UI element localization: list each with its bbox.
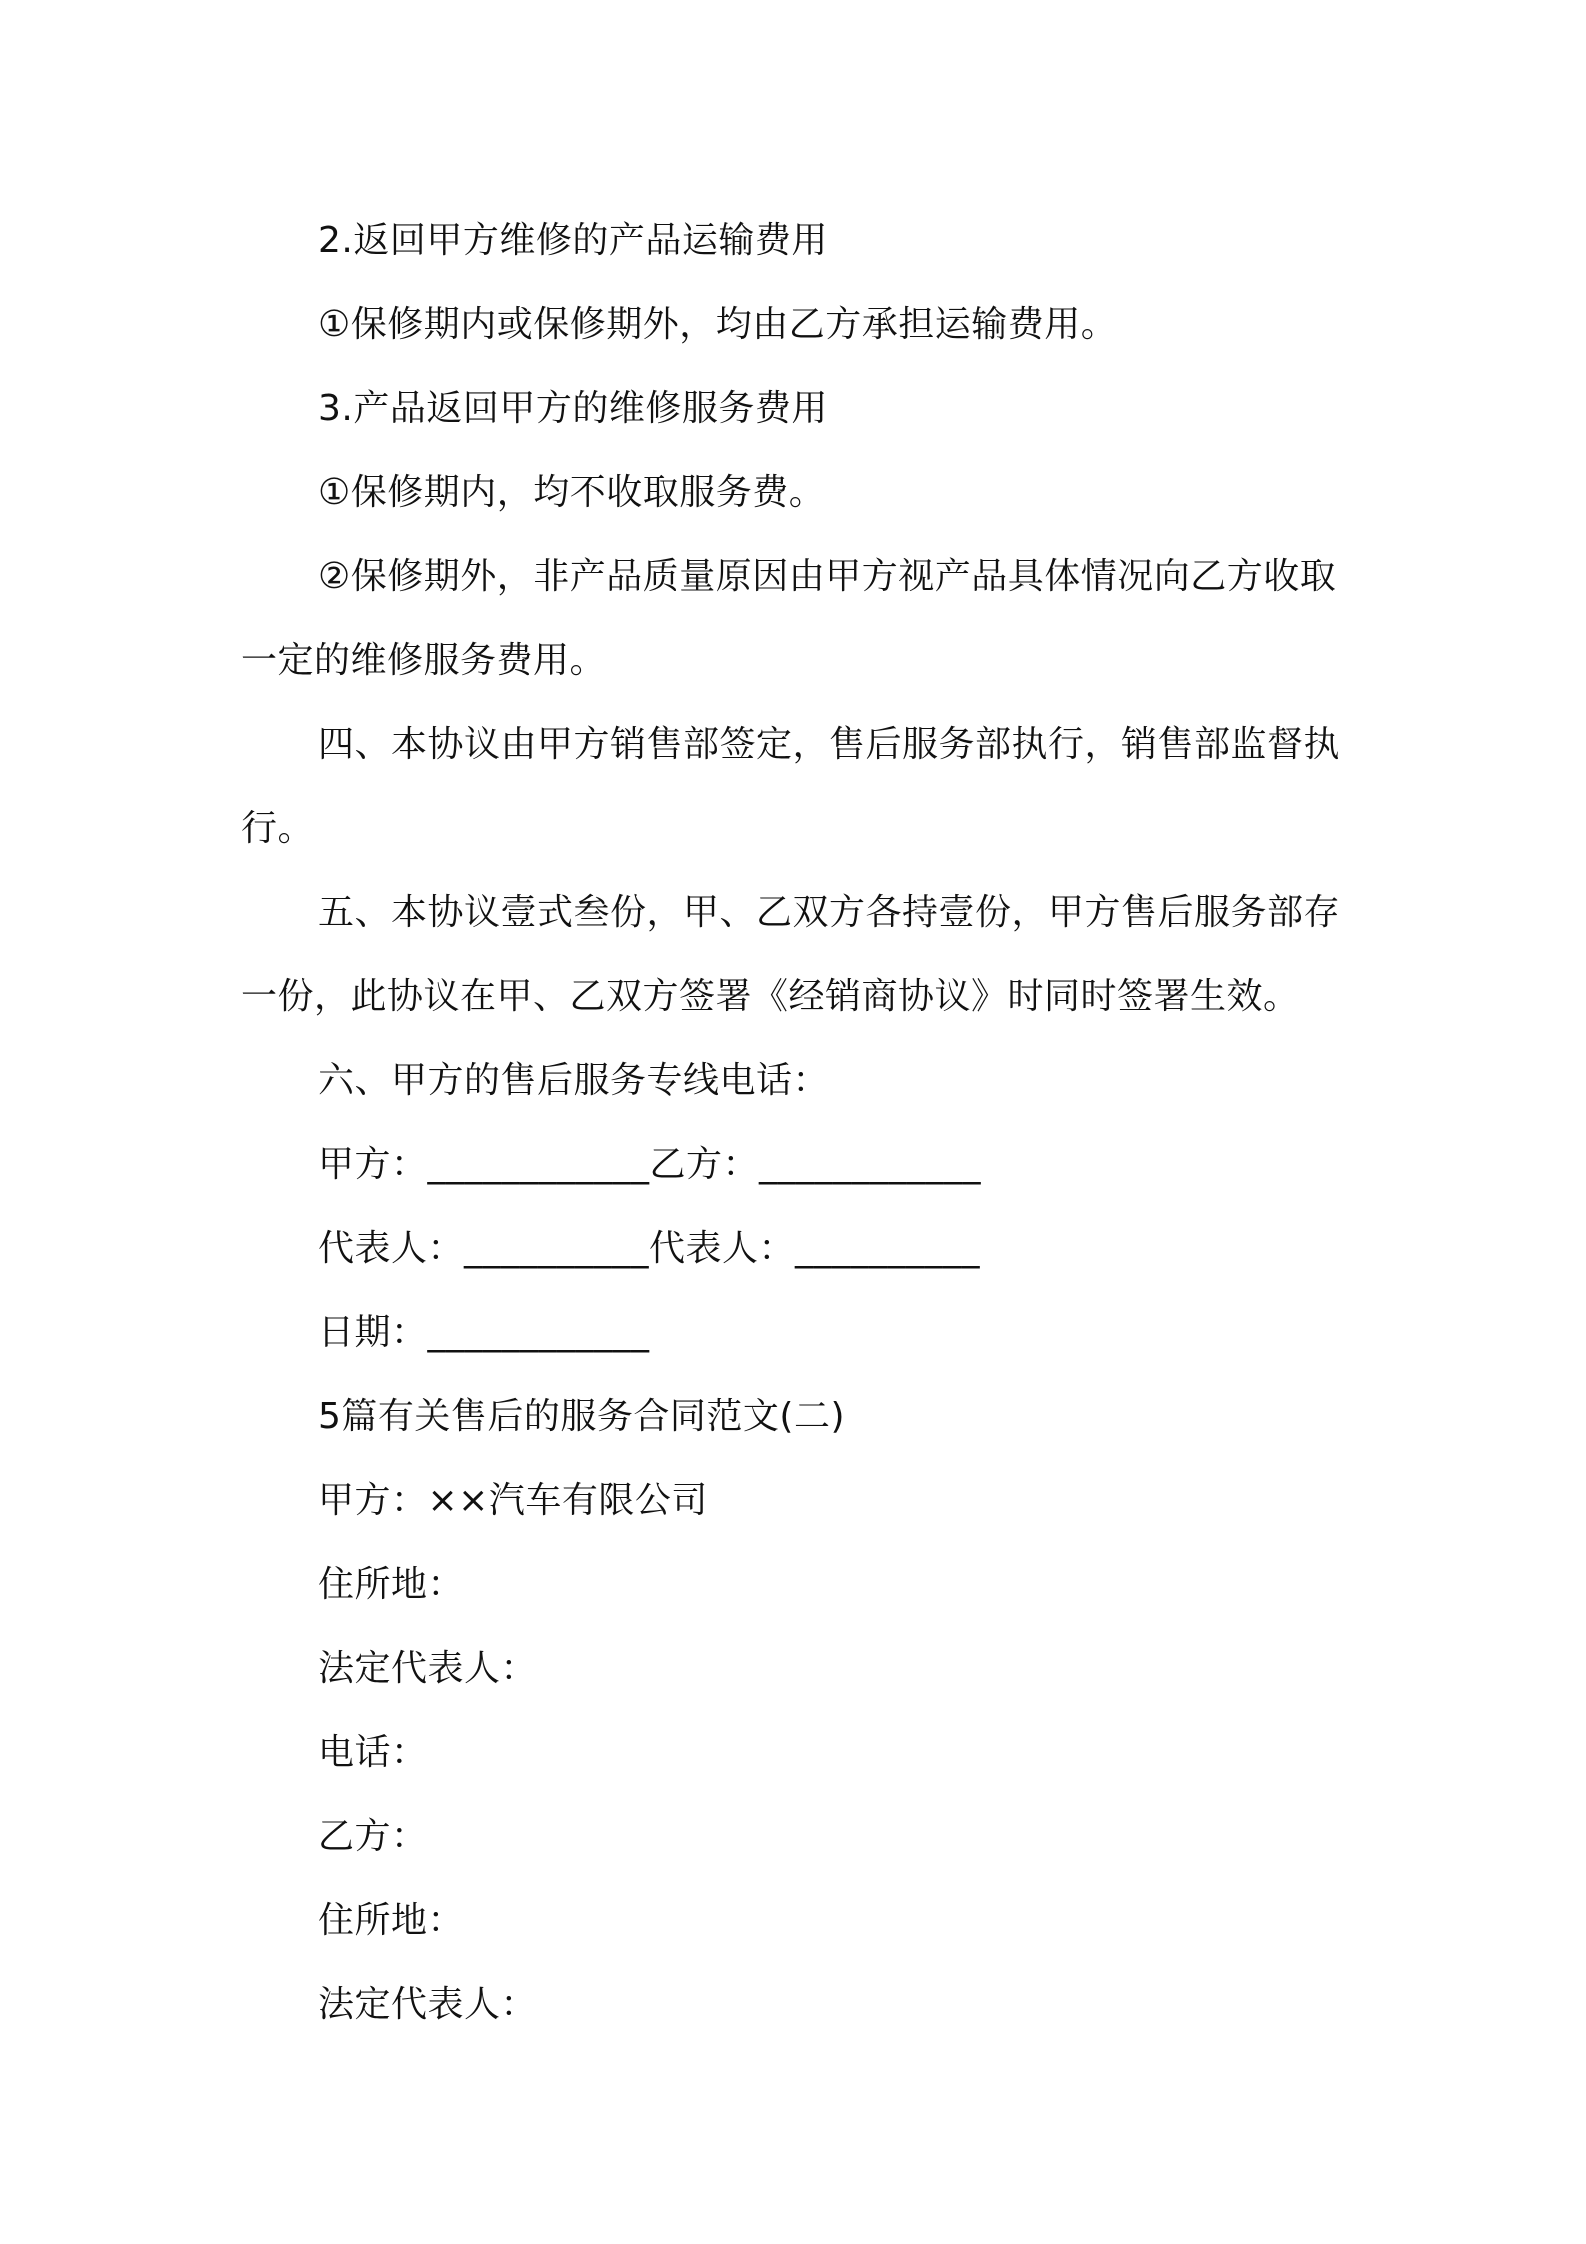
signature-representative-line: 代表人：__________代表人：__________ xyxy=(318,1228,981,1269)
paragraph-4: ①保修期内，均不收取服务费。 xyxy=(318,472,826,513)
paragraph-2: ①保修期内或保修期外，均由乙方承担运输费用。 xyxy=(318,304,1118,345)
party-a-legal-representative: 法定代表人： xyxy=(318,1648,538,1689)
party-b-name: 乙方： xyxy=(318,1816,428,1857)
document-body xyxy=(241,199,1356,2047)
paragraph-6: 四、本协议由甲方销售部签定，售后服务部执行，销售部监督执行。 xyxy=(241,724,1341,849)
paragraph-1: 2.返回甲方维修的产品运输费用 xyxy=(318,220,828,261)
paragraph-5: ②保修期外，非产品质量原因由甲方视产品具体情况向乙方收取一定的维修服务费用。 xyxy=(241,556,1337,681)
party-a-address: 住所地： xyxy=(318,1564,465,1605)
paragraph-3: 3.产品返回甲方的维修服务费用 xyxy=(318,388,828,429)
party-b-address: 住所地： xyxy=(318,1900,465,1941)
party-b-legal-representative: 法定代表人： xyxy=(318,1984,538,2025)
paragraph-7: 五、本协议壹式叁份，甲、乙双方各持壹份，甲方售后服务部存一份，此协议在甲、乙双方签署《经销商协议》时同时签署生效。 xyxy=(241,892,1341,1017)
party-a-name: 甲方：××汽车有限公司 xyxy=(318,1480,708,1521)
signature-party-line: 甲方：____________乙方：____________ xyxy=(318,1144,982,1185)
paragraph-8: 六、甲方的售后服务专线电话： xyxy=(318,1060,830,1101)
party-a-phone: 电话： xyxy=(318,1732,428,1773)
section-heading: 5篇有关售后的服务合同范文(二) xyxy=(318,1396,845,1437)
signature-date-line: 日期：____________ xyxy=(318,1312,650,1353)
